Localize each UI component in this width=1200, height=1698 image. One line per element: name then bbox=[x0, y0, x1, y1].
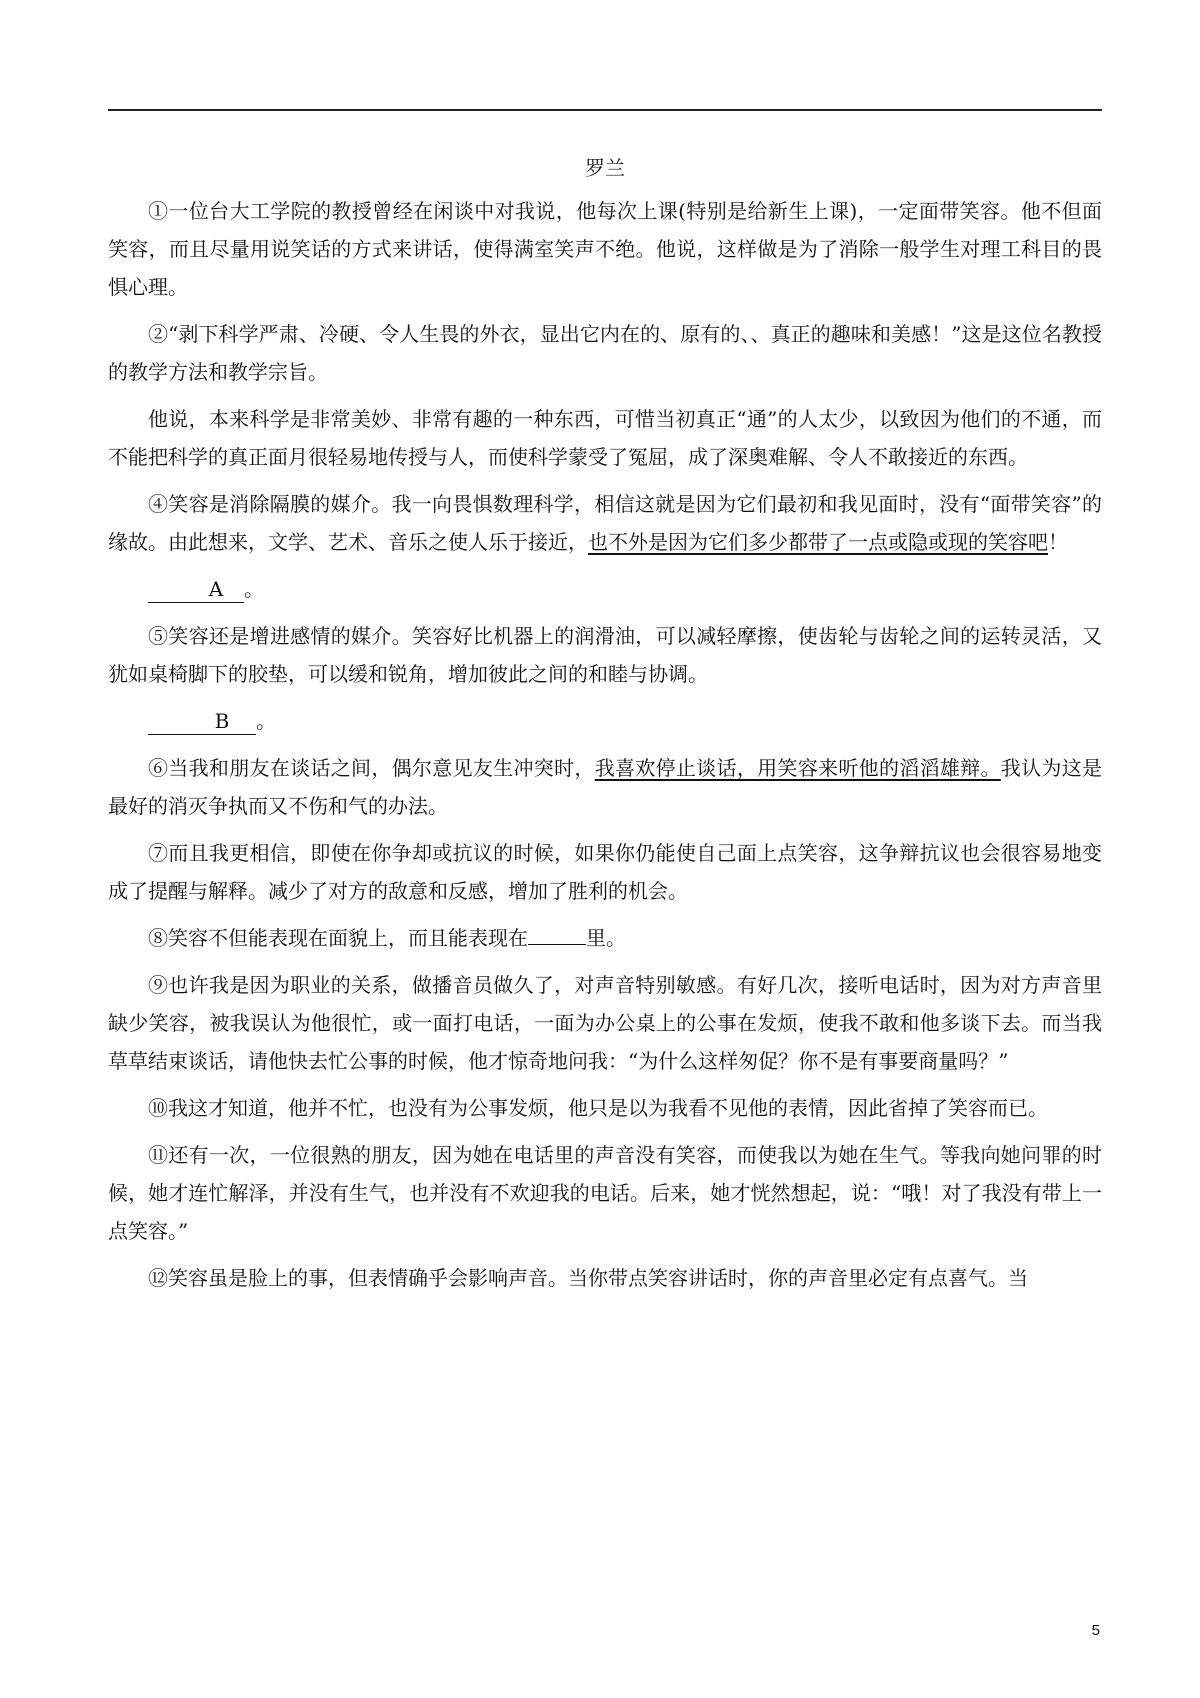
paragraph-8-end: 里。 bbox=[586, 926, 626, 950]
article-title: 罗兰 bbox=[585, 156, 625, 180]
article-body bbox=[108, 150, 1102, 1306]
blank-b: B bbox=[148, 708, 256, 735]
paragraph-9: ⑨也许我是因为职业的关系，做播音员做久了，对声音特别敏感。有好几次，接听电话时，因为对方声音里缺少笑容，被我误认为他很忙，或一面打电话，一面为办公桌上的公事在发烦，使我不敢和他多谈下去。而当我草草结束谈话，请他快去忙公事的时候，他才惊奇地问我：“为什么这样匆促？你不是有事要商量吗？” bbox=[108, 973, 1102, 1073]
paragraph-10: ⑩我这才知道，他并不忙，也没有为公事发烦，他只是以为我看不见他的表情，因此省掉了笑容而已。 bbox=[148, 1096, 1048, 1120]
blank-b-period: 。 bbox=[256, 709, 276, 733]
paragraph-6-end: 我认为这是最好的消灭争执而又不伤和气的办法。 bbox=[108, 756, 1103, 818]
paragraph-6-text: ⑥当我和朋友在谈话之间，偶尔意见友生冲突时， bbox=[148, 756, 595, 780]
header-rule bbox=[108, 109, 1102, 111]
paragraph-8-text: ⑧笑容不但能表现在面貌上，而且能表现在 bbox=[148, 926, 528, 950]
paragraph-1: ①一位台大工学院的教授曾经在闲谈中对我说，他每次上课(特别是给新生上课)，一定面带笑容。他不但面笑容，而且尽量用说笑话的方式来讲话，使得满室笑声不绝。他说，这样做是为了消除一般学生对理工科目的畏惧心理。 bbox=[108, 199, 1102, 299]
paragraph-5: ⑤笑容还是增进感情的媒介。笑容好比机器上的润滑油，可以减轻摩擦，使齿轮与齿轮之间的运转灵活，又犹如桌椅脚下的胶垫，可以缓和锐角，增加彼此之间的和睦与协调。 bbox=[108, 624, 1102, 686]
page-number: 5 bbox=[1091, 1622, 1100, 1639]
blank-a: A bbox=[148, 576, 244, 603]
paragraph-4-end: ！ bbox=[1048, 530, 1068, 554]
blank-b-line bbox=[108, 702, 1102, 740]
paragraph-3: 他说，本来科学是非常美妙、非常有趣的一种东西，可惜当初真正“通”的人太少，以致因为他们的不通，而不能把科学的真正面月很轻易地传授与人，而使科学蒙受了冤屈，成了深奥难解、令人不敢接近的东西。 bbox=[108, 407, 1102, 469]
paragraph-2: ②“剥下科学严肃、冷硬、令人生畏的外衣，显出它内在的、原有的、、真正的趣味和美感！”这是这位名教授的教学方法和教学宗旨。 bbox=[108, 322, 1102, 384]
paragraph-6-underlined-text: 我喜欢停止谈话，用笑容来听他的滔滔雄辩。 bbox=[594, 756, 1001, 780]
paragraph-6 bbox=[108, 749, 1102, 825]
fill-in-blank bbox=[528, 922, 586, 945]
blank-a-period: 。 bbox=[244, 577, 264, 601]
paragraph-7: ⑦而且我更相信，即使在你争却或抗议的时候，如果你仍能使自己面上点笑容，这争辩抗议也会很容易地变成了提醒与解释。减少了对方的敌意和反感，增加了胜利的机会。 bbox=[108, 841, 1102, 903]
paragraph-12: ⑫笑容虽是脸上的事，但表情确乎会影响声音。当你带点笑容讲话时，你的声音里必定有点喜气。当 bbox=[148, 1266, 1028, 1290]
paragraph-4 bbox=[108, 485, 1102, 561]
paragraph-4-text: ④笑容是消除隔膜的媒介。我一向畏惧数理科学，相信这就是因为它们最初和我见面时，没有“面带笑容”的缘故。由此想来，文学、艺术、音乐之使人乐于接近， bbox=[108, 492, 1102, 554]
paragraph-4-underlined-text: 也不外是因为它们多少都带了一点或隐或现的笑容吧 bbox=[588, 530, 1048, 554]
paragraph-8 bbox=[108, 919, 1102, 957]
paragraph-11: ⑪还有一次，一位很熟的朋友，因为她在电话里的声音没有笑容，而使我以为她在生气。等我向她问罪的时候，她才连忙解泽，并没有生气，也并没有不欢迎我的电话。后来，她才恍然想起，说：“哦！对了我没有带上一点笑容。” bbox=[108, 1143, 1102, 1243]
blank-a-line bbox=[108, 570, 1102, 608]
